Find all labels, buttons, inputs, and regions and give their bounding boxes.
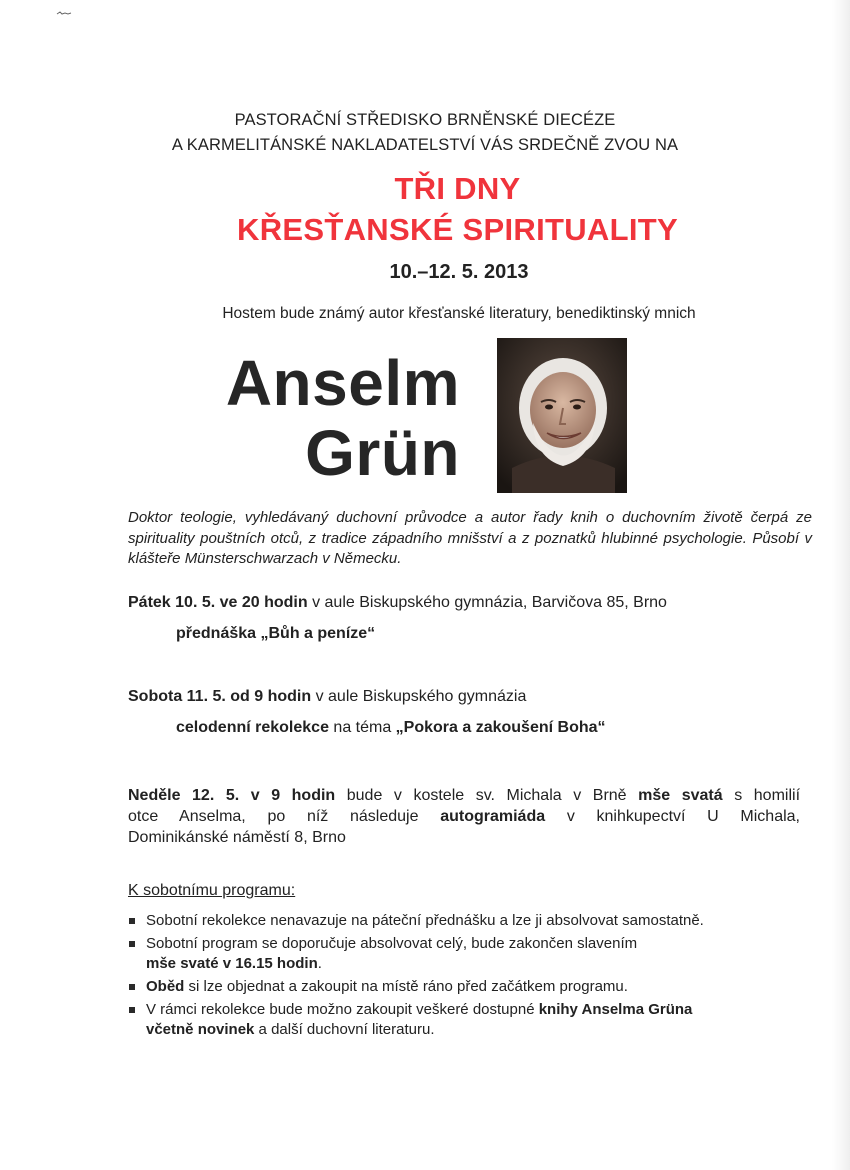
program-note-3-text: si lze objednat a zakoupit na místě ráno před začátkem programu.	[184, 978, 628, 995]
guest-intro: Hostem bude známý autor křesťanské literatury, benediktinský mnich	[222, 305, 696, 322]
program-note-2-text: Sobotní program se doporučuje absolvovat celý, bude zakončen slavením	[146, 935, 638, 952]
organizer-line-1: PASTORAČNÍ STŘEDISKO BRNĚNSKÉ DIECÉZE	[234, 111, 616, 129]
guest-last-name: Grün	[305, 417, 460, 489]
program-note-3-lunch: Oběd	[146, 978, 185, 995]
organizer-line-2: A KARMELITÁNSKÉ NAKLADATELSTVÍ VÁS SRDEČNĚ ZVOU NA	[171, 136, 679, 154]
bullet-square-icon	[129, 918, 135, 924]
sunday-time: Neděle 12. 5. v 9 hodin	[128, 787, 336, 804]
bullet-square-icon	[129, 941, 135, 947]
guest-first-name: Anselm	[225, 347, 460, 419]
program-notes-list	[128, 911, 818, 1043]
friday-event	[176, 625, 375, 643]
sunday-schedule	[128, 785, 800, 848]
program-note-2	[128, 934, 818, 974]
sunday-line-2	[128, 806, 800, 827]
sunday-line-1	[128, 785, 800, 806]
saturday-event-connector: na téma	[328, 719, 396, 736]
friday-schedule-line	[128, 594, 667, 612]
guest-portrait-photo	[497, 338, 627, 493]
saturday-event	[176, 719, 606, 737]
program-note-4-text: V rámci rekolekce bude možno zakoupit veškeré dostupné	[146, 1001, 539, 1018]
program-note-4	[128, 1000, 818, 1040]
saturday-time: Sobota 11. 5. od 9 hodin	[128, 688, 312, 705]
sunday-text-3: otce Anselma, po níž následuje	[128, 808, 441, 825]
sunday-text-2: s homilií	[722, 787, 801, 804]
sunday-line-3: Dominikánské náměstí 8, Brno	[128, 829, 346, 846]
program-note-4-news: včetně novinek	[146, 1021, 255, 1038]
saturday-event-topic: „Pokora a zakoušení Boha“	[395, 719, 606, 736]
saturday-schedule-line	[128, 688, 526, 706]
program-note-4-books: knihy Anselma Grüna	[538, 1001, 693, 1018]
guest-biography: Doktor teologie, vyhledávaný duchovní průvodce a autor řady knih o duchovním životě čerpá ze spirituality pouštních otců, z tradice západního mnišství a z poznatků hlubinné psychologie. Působí v klášteře Münsterschwarzach v Německu.	[128, 509, 812, 567]
friday-venue: v aule Biskupského gymnázia, Barvičova 85, Brno	[307, 594, 667, 611]
program-note-2-end: .	[317, 955, 322, 972]
saturday-event-type: celodenní rekolekce	[176, 719, 329, 736]
event-title-line-1: TŘI DNY	[394, 171, 521, 206]
saturday-venue: v aule Biskupského gymnázia	[311, 688, 527, 705]
program-note-3	[128, 977, 818, 997]
friday-event-title: přednáška „Bůh a peníze“	[176, 625, 376, 642]
sunday-mass: mše svatá	[638, 787, 723, 804]
program-note-1	[128, 911, 818, 931]
sunday-text-4: v knihkupectví U Michala,	[545, 808, 800, 825]
program-note-2-mass: mše svaté v 16.15 hodin	[146, 955, 318, 972]
event-date: 10.–12. 5. 2013	[389, 261, 529, 283]
bullet-square-icon	[129, 984, 135, 990]
sunday-text-1: bude v kostele sv. Michala v Brně	[335, 787, 639, 804]
sunday-autograph: autogramiáda	[440, 808, 546, 825]
event-title-line-2: KŘESŤANSKÉ SPIRITUALITY	[237, 212, 678, 247]
program-note-1-text: Sobotní rekolekce nenavazuje na páteční přednášku a lze ji absolvovat samostatně.	[146, 912, 704, 929]
bullet-square-icon	[129, 1007, 135, 1013]
scan-speck-mark	[56, 10, 72, 16]
friday-time: Pátek 10. 5. ve 20 hodin	[128, 594, 308, 611]
program-note-4-end: a další duchovní literaturu.	[254, 1021, 435, 1038]
program-heading: K sobotnímu programu:	[128, 882, 296, 899]
